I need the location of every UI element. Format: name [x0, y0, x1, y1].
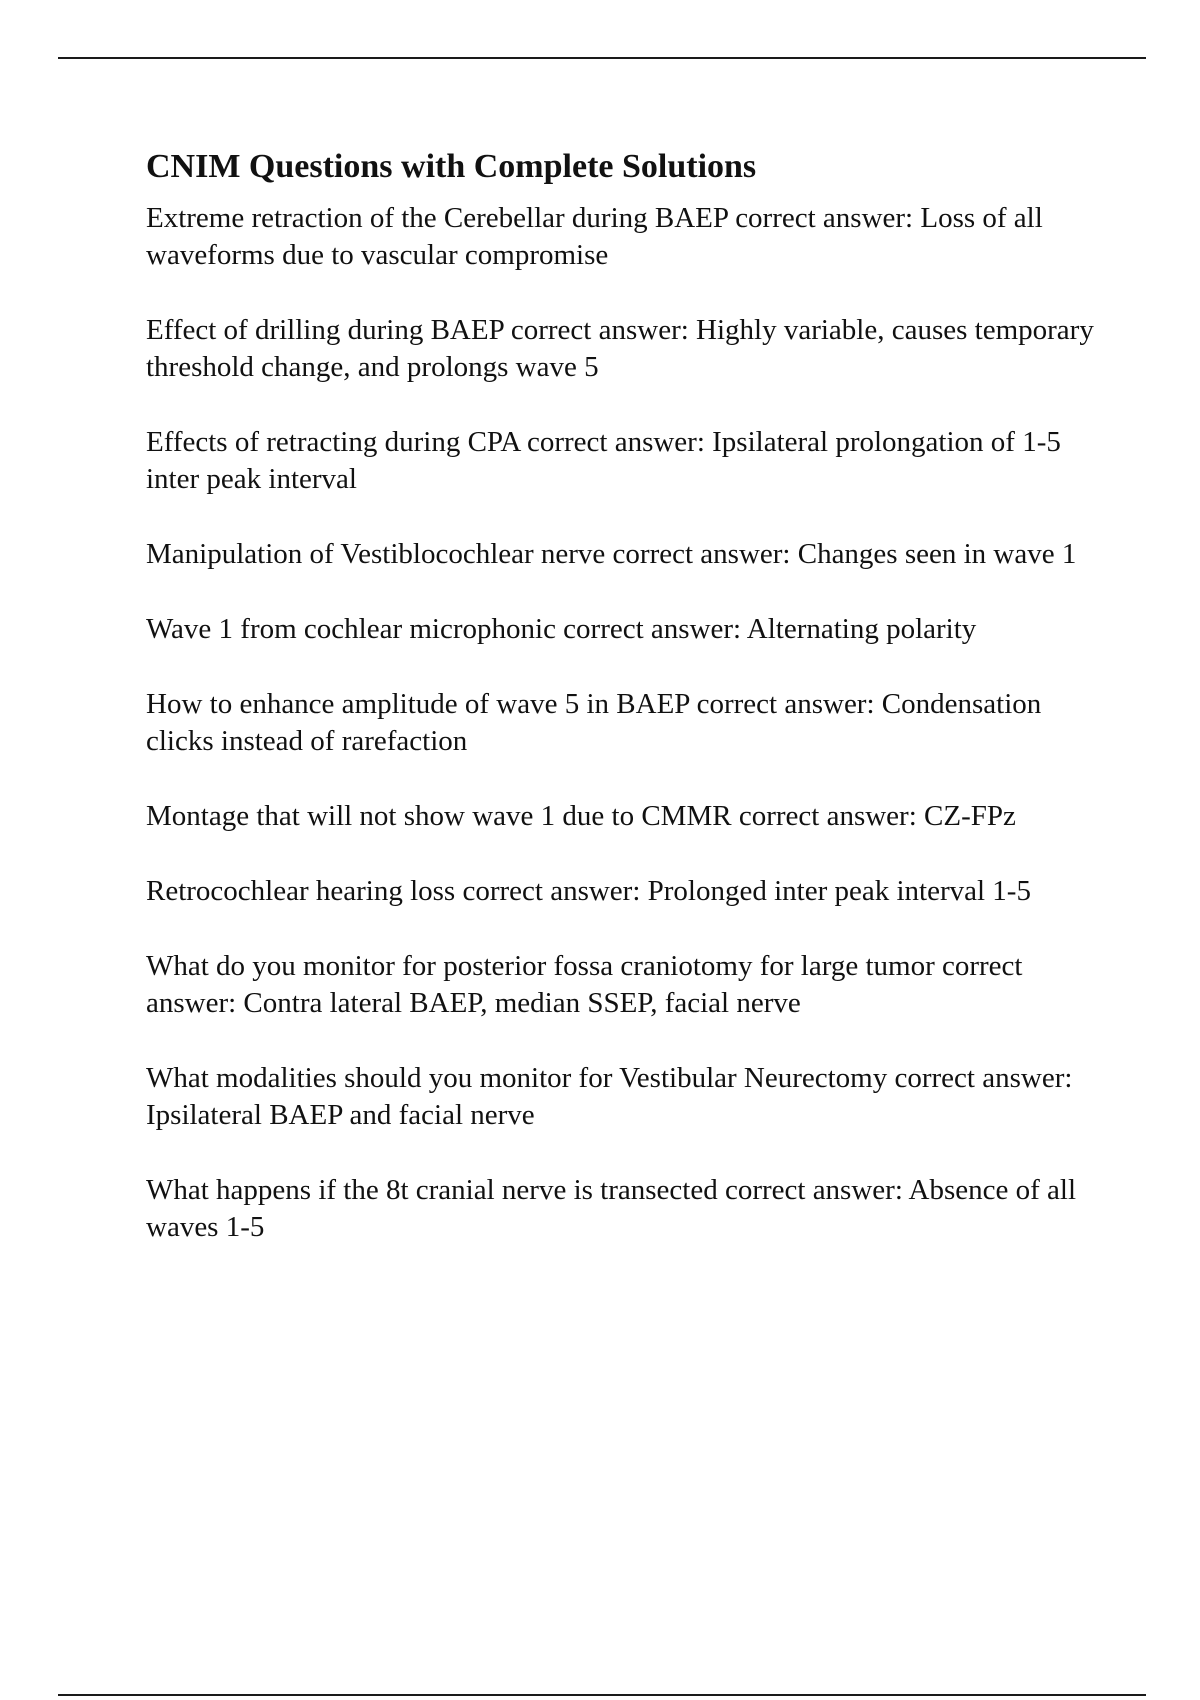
qa-item: Montage that will not show wave 1 due to CMMR correct answer: CZ-FPz: [146, 800, 1016, 832]
qa-list: [146, 200, 1106, 1246]
qa-item: Effects of retracting during CPA correct answer: Ipsilateral prolongation of 1-5 inter peak interval: [146, 426, 1061, 495]
header-rule: [58, 57, 1146, 59]
qa-item: What happens if the 8t cranial nerve is transected correct answer: Absence of all waves 1-5: [146, 1174, 1077, 1243]
qa-item: Retrocochlear hearing loss correct answer: Prolonged inter peak interval 1-5: [146, 875, 1031, 907]
footer-rule: [58, 1694, 1146, 1696]
qa-item: How to enhance amplitude of wave 5 in BAEP correct answer: Condensation clicks instead of rarefaction: [146, 688, 1042, 757]
page-title: CNIM Questions with Complete Solutions: [146, 148, 757, 185]
qa-item: Wave 1 from cochlear microphonic correct answer: Alternating polarity: [146, 613, 977, 645]
page-content: [146, 142, 1106, 1284]
qa-item: Effect of drilling during BAEP correct answer: Highly variable, causes temporary threshold change, and prolongs wave 5: [146, 314, 1094, 383]
qa-item: Manipulation of Vestiblocochlear nerve correct answer: Changes seen in wave 1: [146, 538, 1077, 570]
qa-item: Extreme retraction of the Cerebellar during BAEP correct answer: Loss of all waveforms due to vascular compromise: [146, 202, 1043, 271]
qa-item: What modalities should you monitor for Vestibular Neurectomy correct answer: Ipsilateral BAEP and facial nerve: [146, 1062, 1073, 1131]
qa-item: What do you monitor for posterior fossa craniotomy for large tumor correct answer: Contra lateral BAEP, median SSEP, facial nerve: [146, 950, 1023, 1019]
